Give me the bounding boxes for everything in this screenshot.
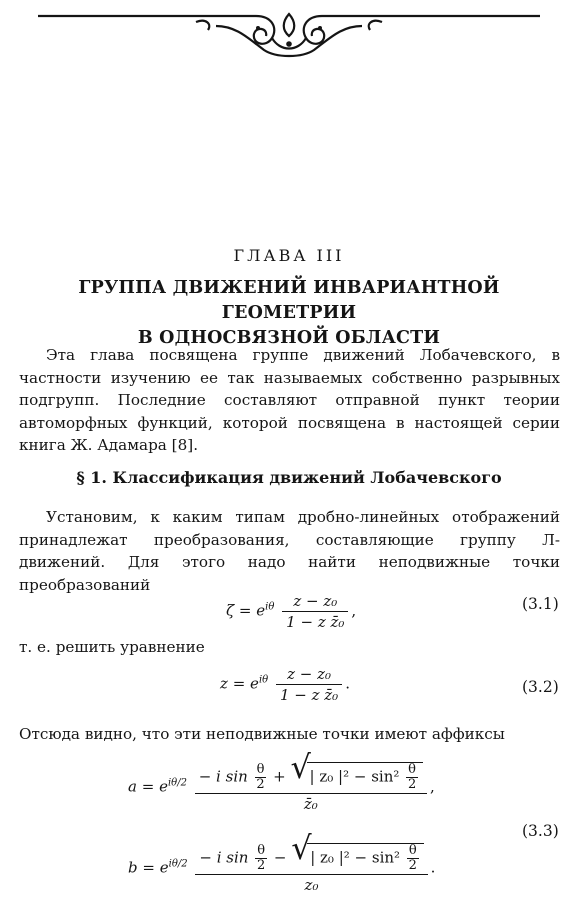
eq33b-theta: θ <box>257 843 266 858</box>
equation-3-3-b <box>128 829 436 894</box>
eq31-denominator: 1 − z z̄₀ <box>286 613 345 631</box>
eq33b-fraction <box>195 829 427 894</box>
eq32-numerator: z − z₀ <box>276 665 342 685</box>
eq33b-theta-half <box>255 844 267 873</box>
eq31-fraction <box>282 592 348 631</box>
chapter-label: ГЛАВА III <box>233 246 345 265</box>
section-paragraph: Установим, к каким типам дробно-линейных отображений принадлежат преобразования, составляющие группу Л-движений. Для этого надо найти неподвижные точки преобразований <box>19 508 560 594</box>
eq33b-two: 2 <box>256 858 266 873</box>
eq33a-exp-base: e <box>159 777 168 796</box>
eq33a-sqrt <box>290 748 423 792</box>
eq33b-numerator <box>195 829 427 875</box>
eq32-period: . <box>345 674 350 693</box>
chapter-title-line-2: В ОДНОСВЯЗНОЙ ОБЛАСТИ <box>137 328 441 348</box>
eq33b-equals: = <box>142 858 155 877</box>
eq33b-minus-i-sin: − i sin <box>199 848 249 867</box>
equation-3-1 <box>226 592 356 631</box>
eq33b-denominator: z₀ <box>304 876 319 894</box>
eq33b-exp-base: e <box>159 858 169 877</box>
eq31-exp-base: e <box>256 601 266 620</box>
eq33a-exp-power: iθ/2 <box>167 777 187 789</box>
chapter-title-line-1: ГРУППА ДВИЖЕНИЙ ИНВАРИАНТНОЙ ГЕОМЕТРИИ <box>78 278 500 323</box>
equation-3-2 <box>220 665 350 704</box>
eq33b-sqrt <box>291 829 423 873</box>
eq33a-comma: , <box>430 777 435 796</box>
eq32-lhs: z <box>220 674 228 693</box>
eq33a-theta-half <box>255 763 267 792</box>
between-text: т. е. решить уравнение <box>19 638 205 656</box>
affix-text: Отсюда видно, что эти неподвижные точки имеют аффиксы <box>19 725 505 743</box>
eq33b-lhs: b <box>128 858 138 877</box>
eq32-exp-base: e <box>250 674 259 693</box>
eq31-lhs: ζ <box>226 601 235 620</box>
ornament-headpiece-icon <box>36 8 542 60</box>
eq33a-minus-i-sin: − i sin <box>198 767 248 786</box>
sqrt-radical-icon: √ <box>290 748 311 786</box>
eq31-comma: , <box>351 601 357 620</box>
eq33a-two: 2 <box>256 777 265 792</box>
eq31-exp-power: iθ <box>265 601 275 613</box>
eq33b-period: . <box>430 858 436 877</box>
eq31-numerator: z − z₀ <box>282 592 348 612</box>
eq33b-minus: − <box>273 848 287 867</box>
eq33b-exp-power: iθ/2 <box>168 858 188 870</box>
eq33a-lhs: a <box>128 777 137 796</box>
eq33a-radicand: | z₀ |² − sin² $\frac{\theta}{2}$ <box>307 762 423 792</box>
eq33a-numerator <box>195 748 427 794</box>
eq32-fraction <box>276 665 342 704</box>
chapter-title <box>20 276 558 351</box>
eq33a-theta: θ <box>256 762 265 777</box>
sqrt-radical-icon: √ <box>291 829 312 867</box>
equation-3-3-a <box>128 748 435 813</box>
intro-paragraph: Эта глава посвящена группе движений Лобачевского, в частности изучению ее так называемых собственно разрывных подгрупп. Последние составляют отправной пункт теории автоморфных функций, которой посвящена в настоящей серии книга Ж. Адамара [8]. <box>19 346 560 454</box>
equation-number-3-2: (3.2) <box>522 678 559 696</box>
equation-number-3-1: (3.1) <box>522 595 559 613</box>
equation-number-3-3: (3.3) <box>522 822 559 840</box>
section-heading: § 1. Классификация движений Лобачевского <box>76 468 502 487</box>
eq31-equals: = <box>238 601 252 620</box>
eq33a-fraction <box>195 748 427 813</box>
eq33a-plus: + <box>273 767 286 786</box>
eq32-denominator: 1 − z z̄₀ <box>279 686 339 704</box>
eq33b-radicand: | z₀ |² − sin² $\frac{\theta}{2}$ <box>307 843 423 873</box>
eq33a-equals: = <box>141 777 155 796</box>
eq33a-denominator: z̄₀ <box>303 795 318 813</box>
eq32-equals: = <box>232 674 246 693</box>
eq32-exp-power: iθ <box>258 674 269 686</box>
